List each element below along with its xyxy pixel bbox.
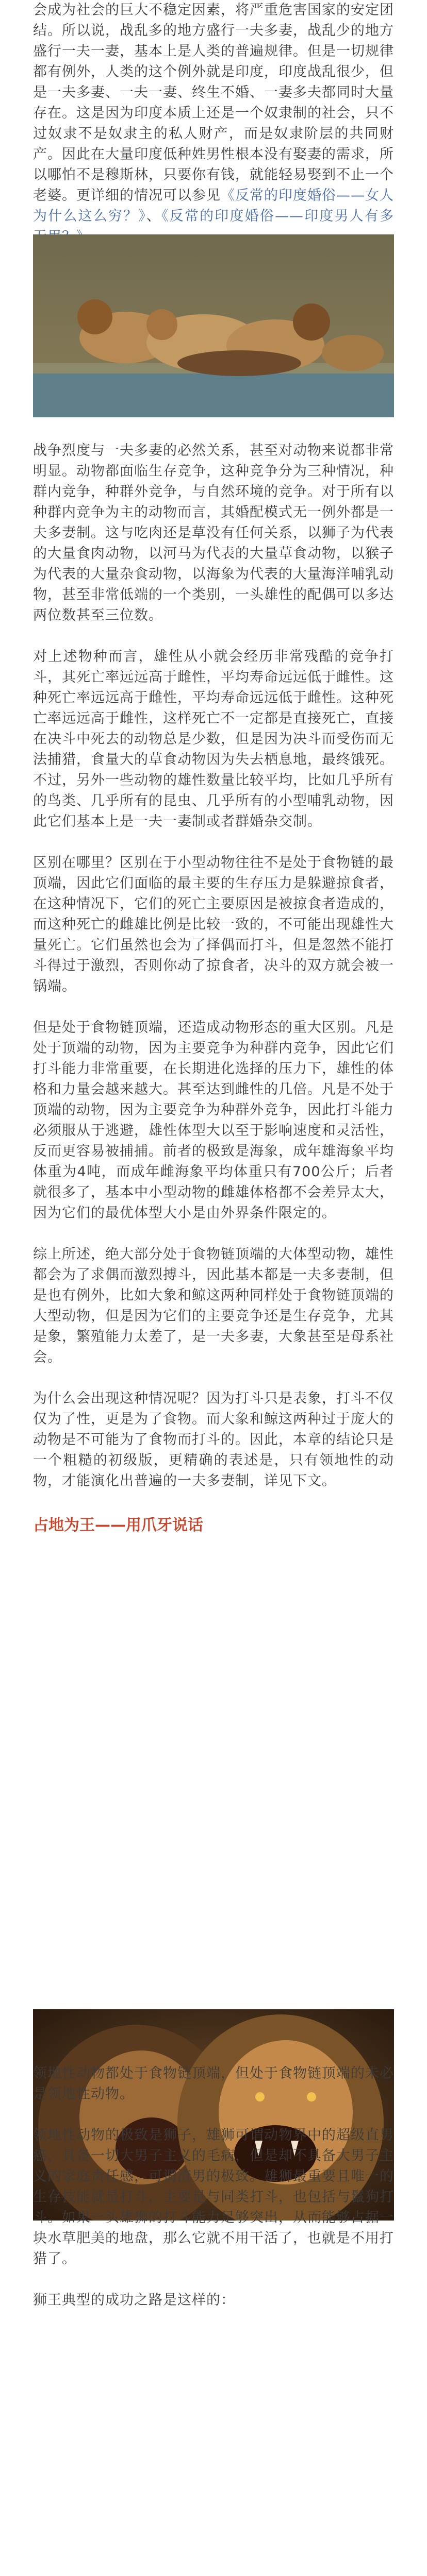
section-heading: 占地为王——用爪牙说话 — [33, 1516, 203, 1534]
article-link-men-useless[interactable]: 《反常的印度婚俗——印度男人有多 — [161, 208, 395, 224]
paragraph-competition: 战争烈度与一夫多妻的必然关系，甚至对动物来说都非常明显。动物都面临生存竞争，这种竞争分为三种情况，种群内竞争，种群外竞争，与自然环境的竞争。对于所有以种群内竞争为主的动物而言，其婚配模式无一例外都是一夫多妻制。这与吃肉还是草没有任何关系，以狮子为代表的大量食肉动物，以河马为代表的大量草食动物，以猴子为代表的大量杂食动物，以海象为代表的大量海洋哺乳动物，甚至非常低端的一个类别，一头雄性的配偶可以多达两位数甚至三位数。 — [33, 443, 394, 623]
lions-sharing-prey-image — [33, 234, 394, 417]
intro-paragraph — [33, 0, 394, 247]
paragraph-path-to-success: 狮王典型的成功之路是这样的： — [33, 2292, 235, 2308]
paragraph-lion-king: 领地性动物的极致是狮子，雄狮可谓动物界中的超级直男癌，具备一切大男子主义的毛病，但是却不具备大男子主义的家庭责任感，可谓渣男的极致。雄狮最重要且唯一的生存技能就是打斗，主要是与同类打斗，也包括与鬣狗打斗。如果一头雄狮的打斗能力足够突出，从而能够占据一块水草肥美的地盘，那么它就不用干活了，也就是不用打猎了。 — [33, 2127, 394, 2267]
paragraph-body-size: 但是处于食物链顶端，还造成动物形态的重大区别。凡是处于顶端的动物，因为主要竞争为种群内竞争，因此它们打斗能力非常重要，在长期进化选择的压力下，雄性的体格和力量会越来越大。甚至达到雌性的几倍。凡是不处于顶端的动物，因为主要竞争为种群外竞争，因此打斗能力必须服从于逃避，雄性体型大以至于影响速度和灵活性，反而更容易被捕捕。前者的极致是海象，成年雄海象平均体重为4吨，而成年雌海象平均体重只有700公斤；后者就很多了，基本中小型动物的雌雄体格都不会差异太大，因为它们的最优体型大小是由外界条件限定的。 — [33, 1020, 394, 1221]
separator-text: 、 — [146, 208, 162, 224]
paragraph-small-animals: 区别在哪里？区别在于小型动物往往不是处于食物链的最顶端，因此它们面临的最主要的生存压力是躲避掠食者，在这种情况下，它们的死亡主要原因是被掠食者造成的，而这种死亡的雌雄比例是比较一致的，不可能出现雄性大量死亡。它们虽然也会为了择偶而打斗，但是忽然不能打斗得过于激烈，否则你动了掠食者，决斗的双方就会被一锅端。 — [33, 855, 394, 994]
paragraph-summary: 综上所述，绝大部分处于食物链顶端的大体型动物，雄性都会为了求偶而激烈搏斗，因此基本都是一夫多妻制，但是也有例外，比如大象和鲸这两种同样处于食物链顶端的大型动物，但是因为它们的主要竞争还是生存竞争，尤其是象，繁殖能力太差了，是一夫多妻，大象甚至是母系社会。 — [33, 1246, 394, 1365]
article-body-1 — [33, 440, 394, 1547]
intro-text: 会成为社会的巨大不稳定因素，将严重危害国家的安定团结。所以说，战乱多的地方盛行一夫多妻，战乱少的地方盛行一夫一妻，基本上是人类的普遍规律。但是一切规律都有例外，人类的这个例外就是印度，印度战乱很少，但是一夫多妻、一夫一妻、终生不婚、一妻多夫都同时大量存在。这是因为印度本质上还是一个奴隶制的社会，只不过奴隶不是奴隶主的私人财产，而是奴隶阶层的共同财产。因此在大量印度低种姓男性根本没有娶妻的需求，所以哪怕不是穆斯林，只要你有钱，就能轻易娶到不止一个老婆。更详细的情况可以参见 — [33, 2, 394, 204]
paragraph-territory-intro: 为什么会出现这种情况呢？因为打斗只是表象，打斗不仅仅为了性，更是为了食物。而大象和鲸这两种过于庞大的动物是不可能为了食物而打斗的。因此，本章的结论只是一个粗糙的初级版，更精确的表述是，只有领地性的动物，才能演化出普遍的一夫多妻制，详见下文。 — [33, 1391, 394, 1489]
article-body-2 — [33, 2063, 394, 2331]
paragraph-territorial-animals: 领地性动物都处于食物链顶端，但处于食物链顶端的未必是领地性动物。 — [33, 2065, 394, 2102]
paragraph-male-mortality: 对上述物种而言，雄性从小就会经历非常残酷的竞争打斗，其死亡率远远高于雌性，平均寿命远远低于雌性。这种死亡率远远高于雌性，平均寿命远远低于雌性。这种死亡率远远高于雌性，这样死亡不一定都是直接死亡，直接在决斗中死去的动物总是少数，但是因为决斗而受伤而无法捕猎，食量大的草食动物因为失去栖息地，最终饿死。不过，另外一些动物的雄性数量比较平均，比如几乎所有的鸟类、几乎所有的昆虫、几乎所有的小型哺乳动物，因此它们基本上是一夫一妻制或者群婚杂交制。 — [33, 649, 394, 829]
article-link-women-poor[interactable]: 《反常的印度婚俗——女人为什么这么穷？》 — [33, 188, 394, 224]
article-intro — [33, 0, 394, 268]
